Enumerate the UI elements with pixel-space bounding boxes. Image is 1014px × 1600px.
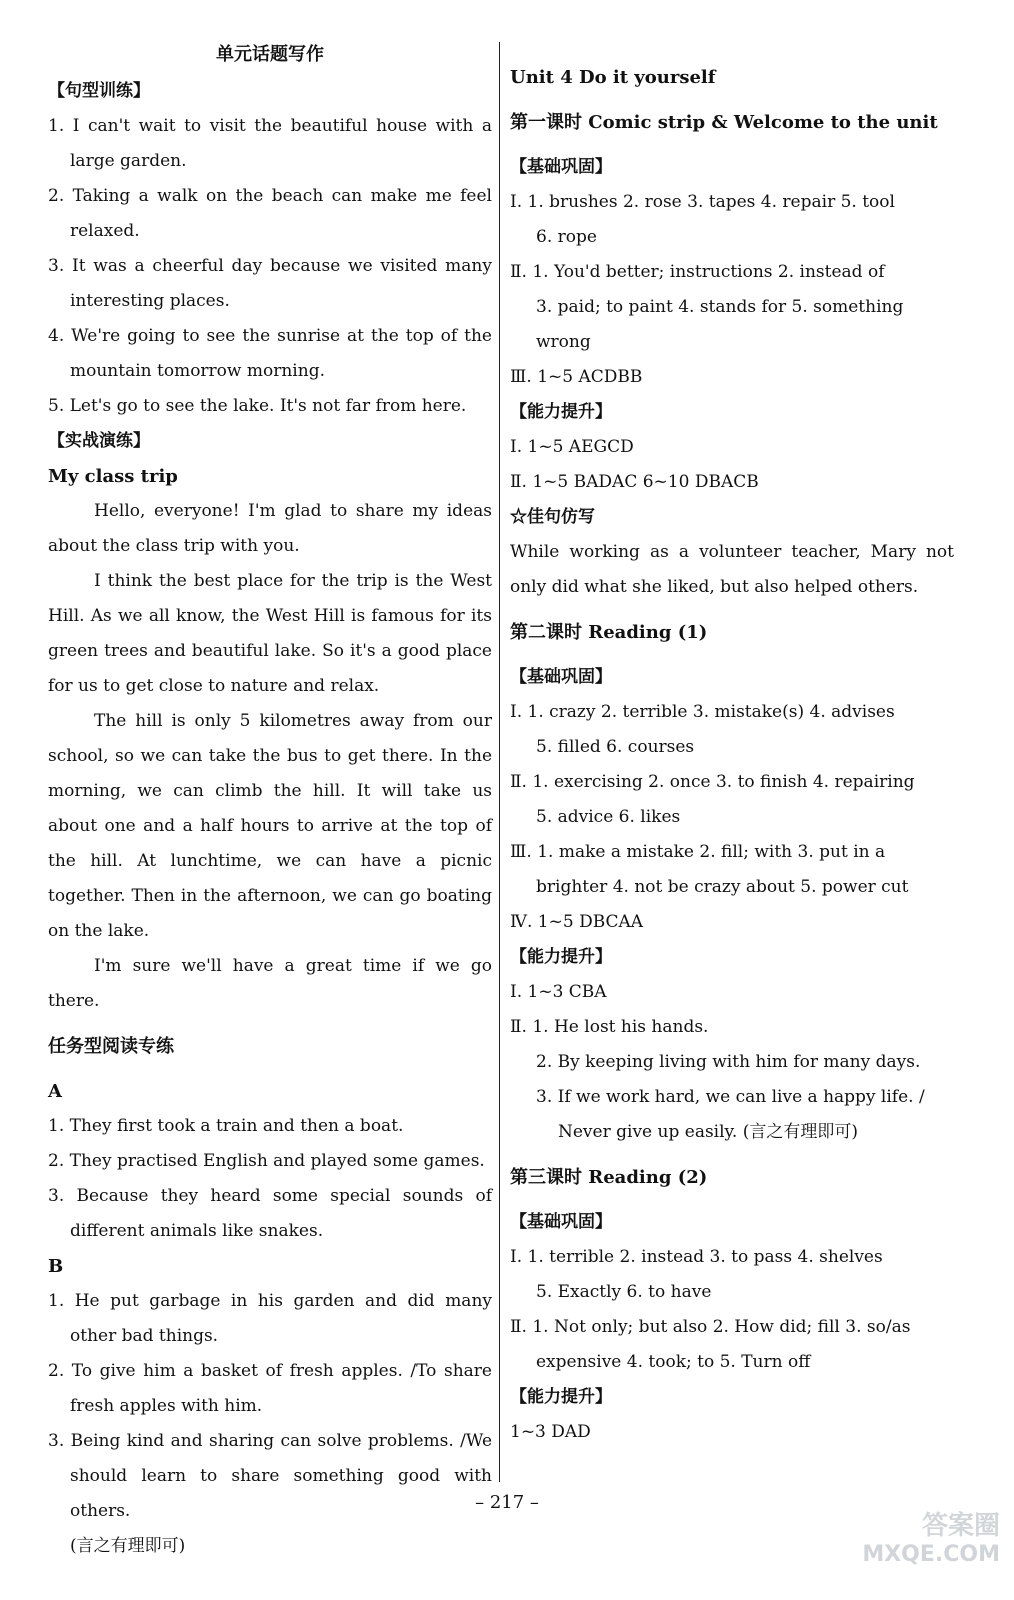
ability-label: 【能力提升】 xyxy=(510,402,612,422)
right-column xyxy=(510,40,954,1450)
part-a-label: A xyxy=(48,1081,62,1102)
answer-line: Ⅱ. 1. exercising 2. once 3. to finish 4. repairing xyxy=(510,772,915,792)
list-item: 3. Being kind and sharing can solve problems. /We should learn to share something good with others. xyxy=(48,1431,492,1521)
list-item: 4. We're going to see the sunrise at the top of the mountain tomorrow morning. xyxy=(48,326,492,381)
answer-line: Ⅱ. 1~5 BADAC 6~10 DBACB xyxy=(510,472,759,492)
essay-title: My class trip xyxy=(48,466,178,487)
list-item: 3. It was a cheerful day because we visited many interesting places. xyxy=(48,256,492,311)
practice-label: 【实战演练】 xyxy=(48,431,150,451)
list-item: 3. Because they heard some special sounds of different animals like snakes. xyxy=(48,1186,492,1241)
sentence-training-label: 【句型训练】 xyxy=(48,81,150,101)
list-item: 1. He put garbage in his garden and did many other bad things. xyxy=(48,1291,492,1346)
answer-line: Ⅳ. 1~5 DBCAA xyxy=(510,912,644,932)
list-item: 1. I can't wait to visit the beautiful house with a large garden. xyxy=(48,116,492,171)
answer-line: 5. filled 6. courses xyxy=(536,737,695,757)
answer-line: Never give up easily. (言之有理即可) xyxy=(558,1122,858,1142)
essay-paragraph: Hello, everyone! I'm glad to share my ideas about the class trip with you. xyxy=(48,501,492,556)
left-column xyxy=(48,40,492,1564)
answer-line: Ⅰ. 1. crazy 2. terrible 3. mistake(s) 4. advises xyxy=(510,702,895,722)
lesson3-title: 第三课时 Reading (2) xyxy=(510,1167,708,1188)
column-divider xyxy=(499,42,500,1482)
lesson1-title: 第一课时 Comic strip & Welcome to the unit xyxy=(510,112,938,133)
answer-line: 5. Exactly 6. to have xyxy=(536,1282,712,1302)
essay-paragraph: I think the best place for the trip is the West Hill. As we all know, the West Hill is famous for its green trees and beautiful lake. So it's a good place for us to get close to nature and relax. xyxy=(48,571,492,696)
answer-line: wrong xyxy=(536,332,591,352)
ability-label: 【能力提升】 xyxy=(510,1387,612,1407)
essay-paragraph: The hill is only 5 kilometres away from our school, so we can take the bus to get there. In the morning, we can climb the hill. It will take us about one and a half hours to arrive at the top of the hill. At lunchtime, we can have a picnic together. Then in the afternoon, we can go boating on the lake. xyxy=(48,711,492,941)
answer-line: Ⅰ. 1~5 AEGCD xyxy=(510,437,634,457)
answer-line: brighter 4. not be crazy about 5. power cut xyxy=(536,877,909,897)
list-item: 2. Taking a walk on the beach can make me feel relaxed. xyxy=(48,186,492,241)
answer-line: 5. advice 6. likes xyxy=(536,807,681,827)
answer-line: Ⅲ. 1. make a mistake 2. fill; with 3. put in a xyxy=(510,842,886,862)
part-b-label: B xyxy=(48,1256,64,1277)
lesson2-title: 第二课时 Reading (1) xyxy=(510,622,708,643)
page-number: – 217 – xyxy=(475,1492,539,1513)
answer-line: Ⅰ. 1. brushes 2. rose 3. tapes 4. repair 5. tool xyxy=(510,192,895,212)
watermark-line1: 答案圈 xyxy=(921,1511,1000,1541)
answer-line: Ⅱ. 1. He lost his hands. xyxy=(510,1017,709,1037)
note: (言之有理即可) xyxy=(70,1536,186,1556)
answer-line: expensive 4. took; to 5. Turn off xyxy=(536,1352,811,1372)
list-item: 2. They practised English and played some games. xyxy=(48,1151,485,1171)
basic-label: 【基础巩固】 xyxy=(510,157,612,177)
answer-line: Ⅱ. 1. You'd better; instructions 2. instead of xyxy=(510,262,885,282)
watermark-line2: MXQE.COM xyxy=(862,1542,1000,1567)
answer-line: 3. paid; to paint 4. stands for 5. something xyxy=(536,297,904,317)
imitation-text: While working as a volunteer teacher, Mary not only did what she liked, but also helped others. xyxy=(510,542,954,597)
basic-label: 【基础巩固】 xyxy=(510,1212,612,1232)
answer-line: Ⅰ. 1. terrible 2. instead 3. to pass 4. shelves xyxy=(510,1247,883,1267)
basic-label: 【基础巩固】 xyxy=(510,667,612,687)
task-reading-title: 任务型阅读专练 xyxy=(48,1036,174,1057)
answer-line: Ⅰ. 1~3 CBA xyxy=(510,982,607,1002)
watermark-logo xyxy=(810,1505,1000,1595)
essay-paragraph: I'm sure we'll have a great time if we go there. xyxy=(48,956,492,1011)
answer-line: Ⅱ. 1. Not only; but also 2. How did; fill 3. so/as xyxy=(510,1317,911,1337)
list-item: 1. They first took a train and then a boat. xyxy=(48,1116,404,1136)
answer-line: Ⅲ. 1~5 ACDBB xyxy=(510,367,643,387)
answer-line: 6. rope xyxy=(536,227,597,247)
imitation-label: ☆佳句仿写 xyxy=(510,507,595,527)
ability-label: 【能力提升】 xyxy=(510,947,612,967)
answer-line: 2. By keeping living with him for many days. xyxy=(536,1052,921,1072)
unit-title: Unit 4 Do it yourself xyxy=(510,67,716,88)
list-item: 2. To give him a basket of fresh apples. /To share fresh apples with him. xyxy=(48,1361,492,1416)
answer-line: 3. If we work hard, we can live a happy life. / xyxy=(536,1087,925,1107)
answer-line: 1~3 DAD xyxy=(510,1422,591,1442)
section-title: 单元话题写作 xyxy=(216,44,324,65)
list-item: 5. Let's go to see the lake. It's not far from here. xyxy=(48,396,467,416)
